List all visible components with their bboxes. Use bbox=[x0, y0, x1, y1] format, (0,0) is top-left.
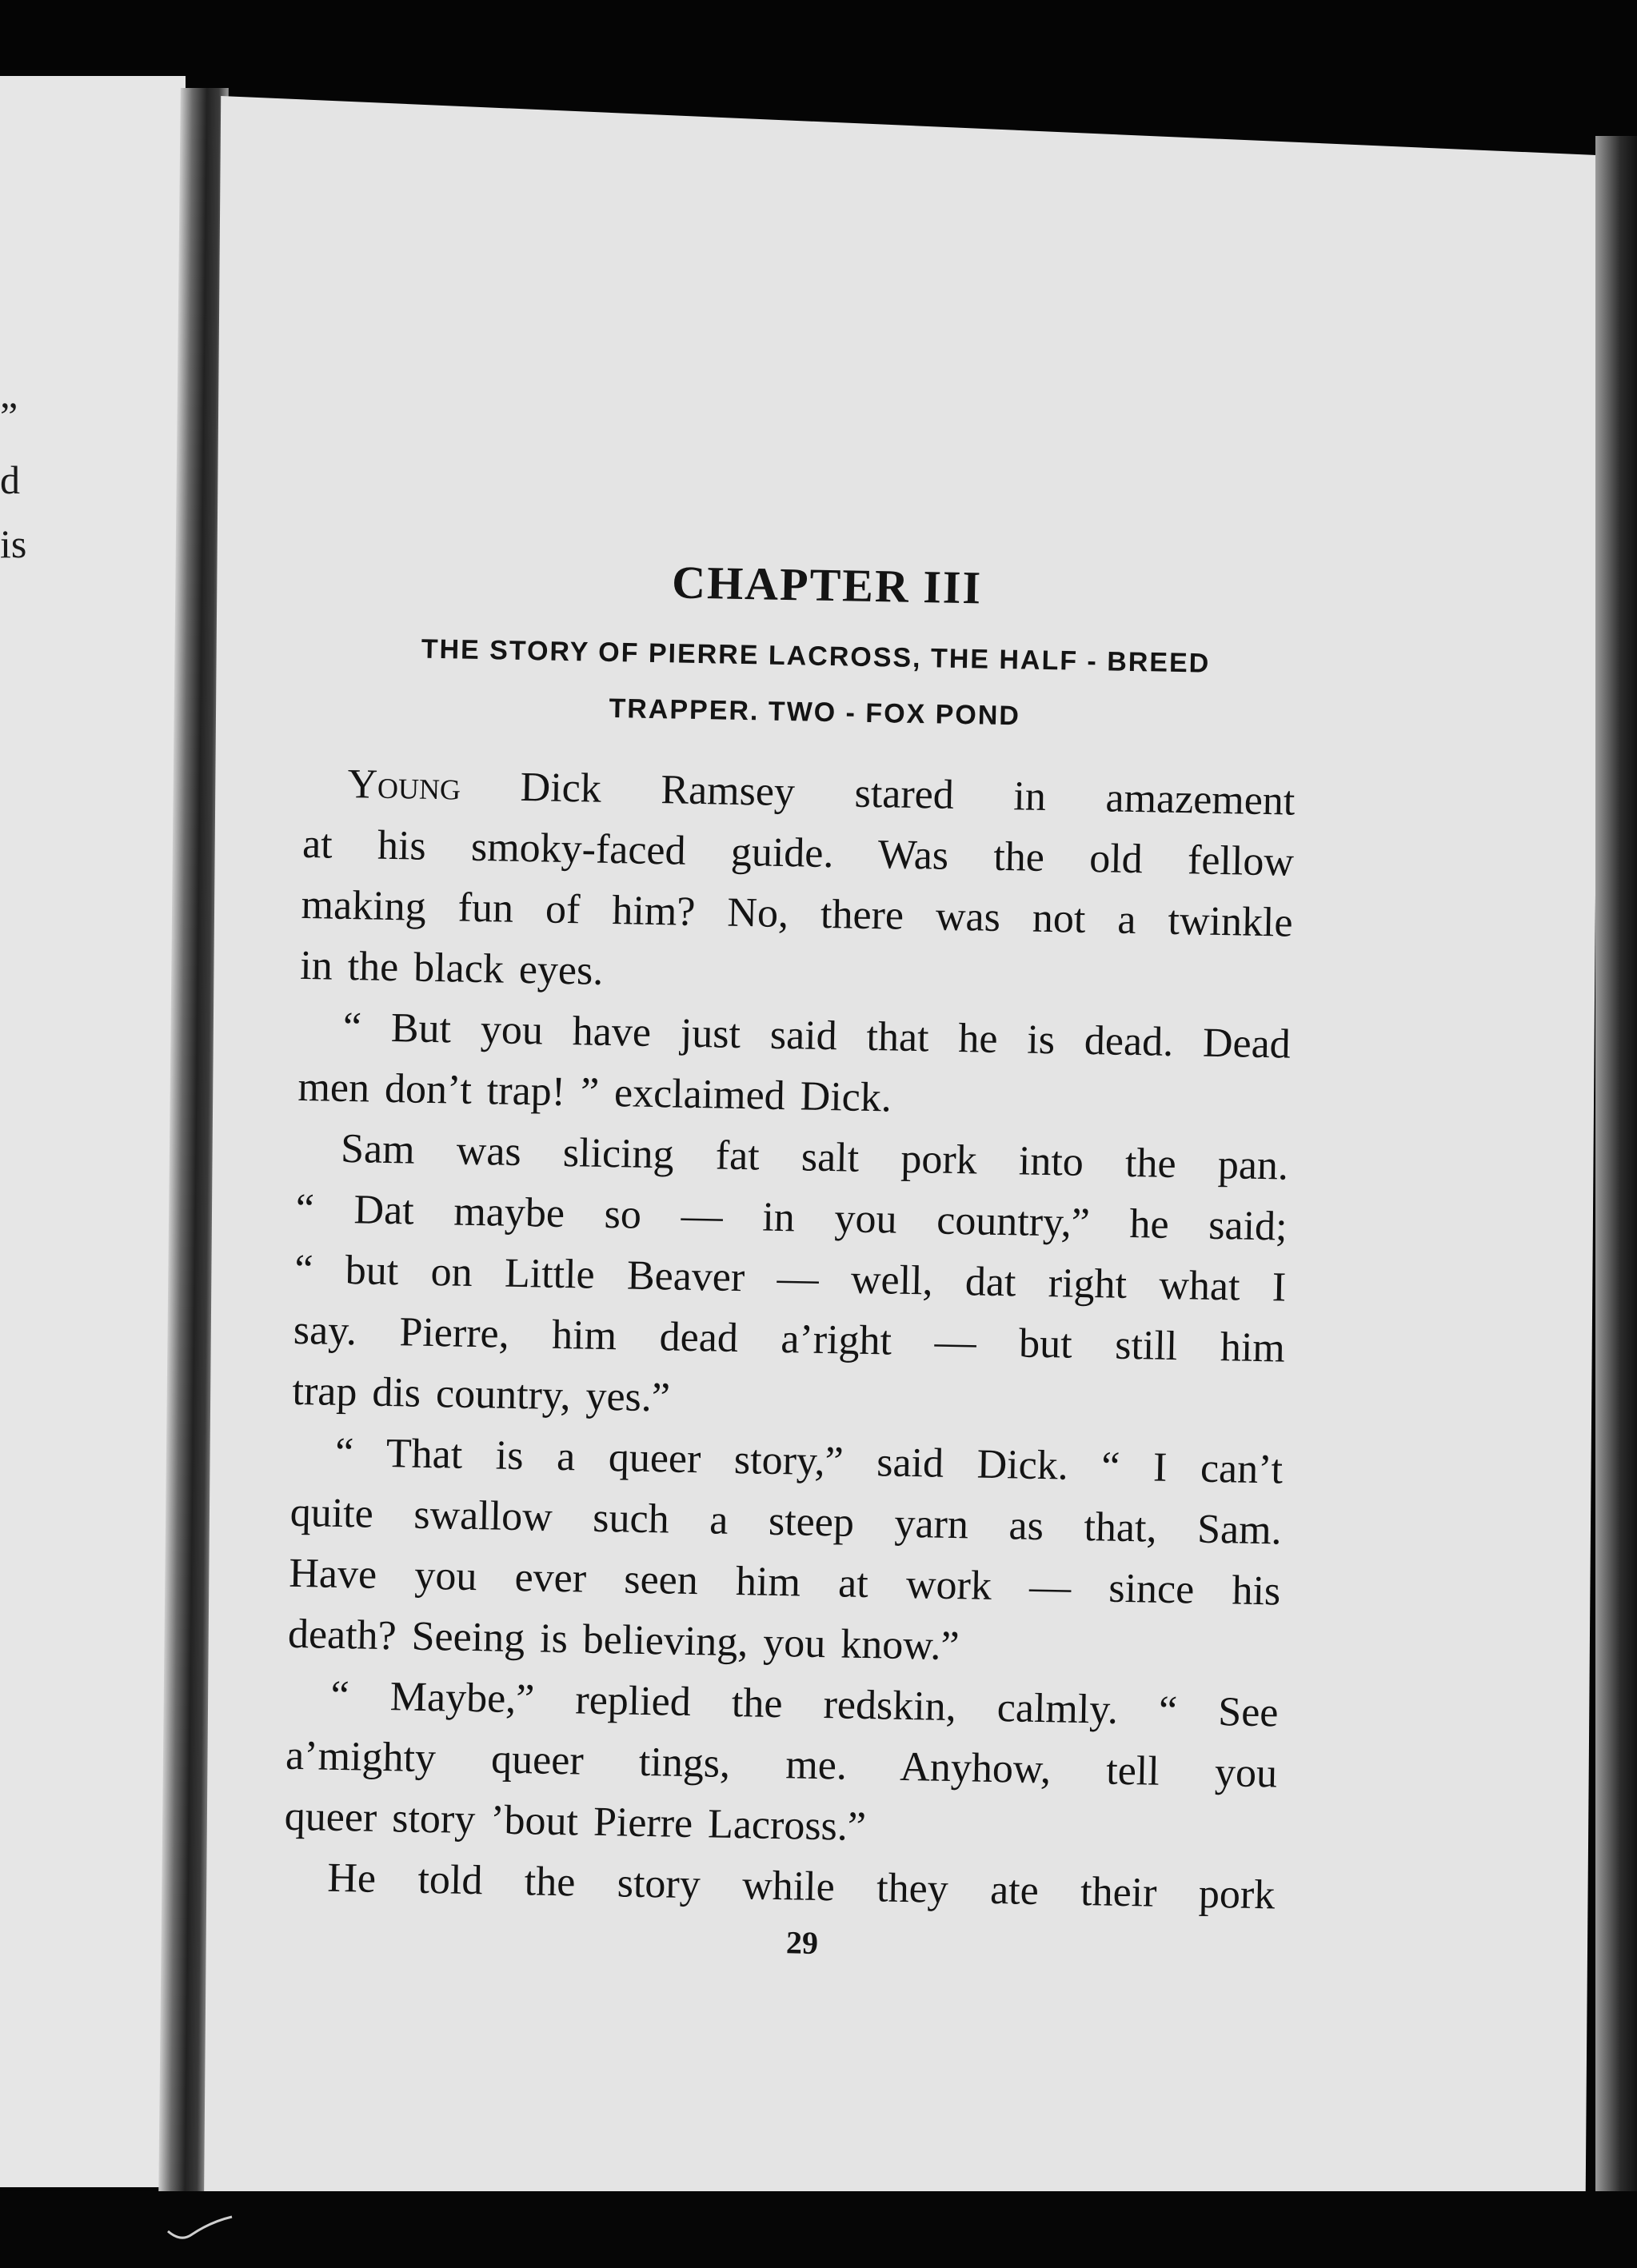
text-line: “ But you have just said that he is dead. Dead bbox=[342, 1004, 1292, 1068]
paragraph bbox=[300, 753, 1296, 1015]
page-text-block bbox=[282, 544, 1300, 1970]
left-fragment: d bbox=[0, 457, 20, 502]
text-line: “ Maybe,” replied the redskin, calmly. “ See bbox=[330, 1672, 1279, 1736]
text-line: making fun of him? No, there was not a twinkle bbox=[301, 881, 1294, 946]
left-page-sliver bbox=[0, 76, 186, 2187]
paragraph bbox=[287, 1422, 1283, 1683]
subtitle-line: THE STORY OF PIERRE LACROSS, THE HALF - BREED bbox=[421, 633, 1211, 679]
text-line: a’mighty queer tings, me. Anyhow, tell you bbox=[285, 1732, 1278, 1797]
opening-word: Young bbox=[346, 761, 461, 809]
text-line: quite swallow such a steep yarn as that, Sam. bbox=[289, 1489, 1283, 1554]
text-line: “ but on Little Beaver — well, dat right what I bbox=[293, 1246, 1287, 1311]
paragraph bbox=[297, 996, 1292, 1136]
chapter-heading: CHAPTER III bbox=[671, 556, 983, 614]
text-line: at his smoky-faced guide. Was the old fellow bbox=[301, 821, 1295, 885]
text-line: “ Dat maybe so — in you country,” he said; bbox=[295, 1185, 1288, 1250]
text-line: Sam was slicing fat salt pork into the pan. bbox=[340, 1125, 1289, 1189]
pen-mark-icon bbox=[165, 2214, 237, 2246]
paragraph bbox=[292, 1118, 1289, 1440]
paragraph bbox=[284, 1665, 1279, 1866]
left-page-edge-text bbox=[0, 384, 48, 576]
text-line: Young Dick Ramsey stared in amazement bbox=[346, 761, 1296, 825]
text-line: in the black eyes. bbox=[299, 942, 604, 994]
body-text bbox=[283, 753, 1296, 1926]
text-line: say. Pierre, him dead a’right — but still him bbox=[293, 1307, 1286, 1372]
text-line: trap dis country, yes.” bbox=[292, 1368, 671, 1421]
page-edge-shadow bbox=[1595, 136, 1637, 2223]
text-line: Have you ever seen him at work — since his bbox=[288, 1550, 1281, 1615]
text-line: “ That is a queer story,” said Dick. “ I can’t bbox=[334, 1429, 1284, 1493]
chapter-subtitle bbox=[305, 619, 1298, 749]
left-fragment: ” bbox=[0, 393, 18, 438]
text-line: queer story ’bout Pierre Lacross.” bbox=[284, 1793, 867, 1851]
text-line: death? Seeing is believing, you know.” bbox=[287, 1611, 960, 1670]
left-fragment: is bbox=[0, 521, 27, 566]
page-number: 29 bbox=[785, 1924, 819, 1961]
bottom-shadow bbox=[0, 2191, 1637, 2268]
text-line: men don’t trap! ” exclaimed Dick. bbox=[297, 1064, 892, 1121]
subtitle-line: TRAPPER. TWO - FOX POND bbox=[609, 693, 1021, 732]
text-line: He told the story while they ate their pork bbox=[326, 1855, 1276, 1919]
